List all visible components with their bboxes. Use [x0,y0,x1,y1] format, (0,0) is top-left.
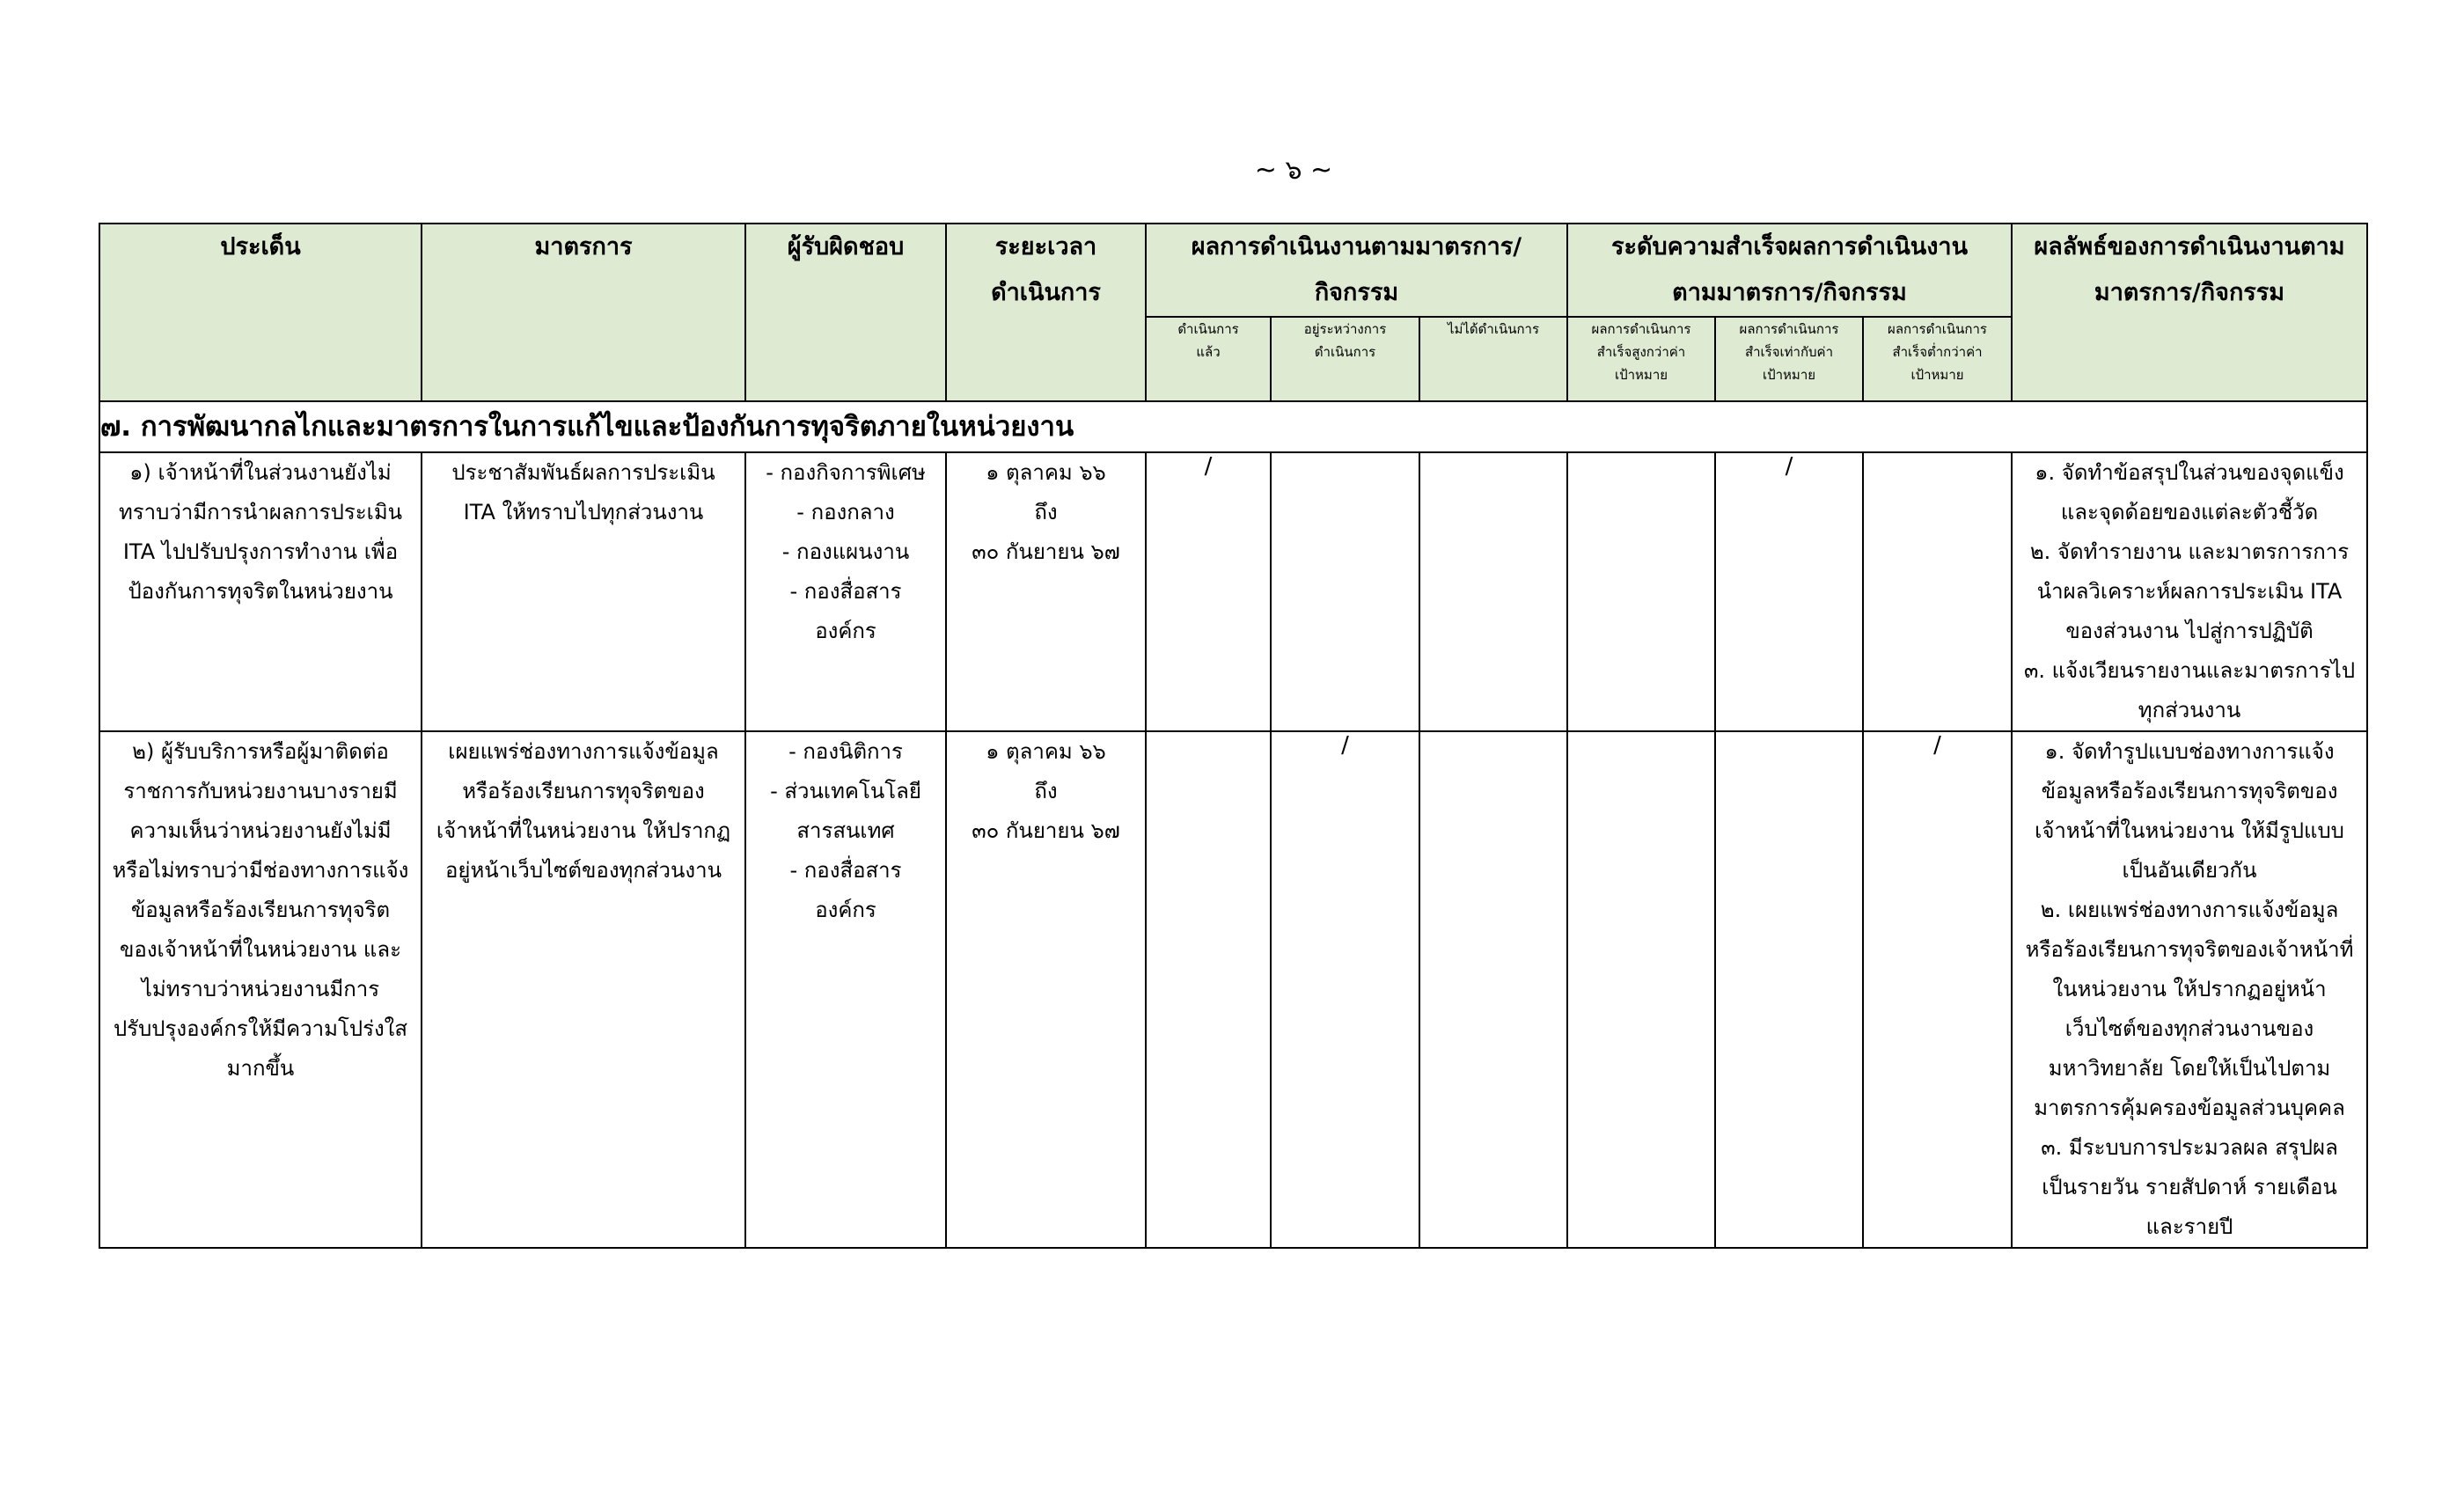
issue-line: ๑) เจ้าหน้าที่ในส่วนงานยังไม่ [129,460,392,485]
period-line: ถึง [1034,500,1058,524]
outcome-cell [2012,452,2367,731]
subheader-line: แล้ว [1196,344,1221,360]
outcome-line: ของส่วนงาน ไปสู่การปฏิบัติ [2065,619,2314,643]
outcome-line: ๒. เผยแพร่ช่องทางการแจ้งข้อมูล [2040,898,2339,922]
issue-line: ๒) ผู้รับบริการหรือผู้มาติดต่อ [132,739,389,764]
period-line: ๓๐ กันยายน ๖๗ [972,818,1120,843]
outcome-line: เป็นรายวัน รายสัปดาห์ รายเดือน [2042,1175,2337,1199]
responsible-line: - กองแผนงาน [781,539,910,564]
header-performance-line: กิจกรรม [1314,279,1399,306]
header-outcome-line: มาตรการ/กิจกรรม [2094,279,2285,306]
section-title: ๗. การพัฒนากลไกและมาตรการในการแก้ไขและป้องกันการทุจริตภายในหน่วยงาน [99,401,2367,452]
responsible-line: - กองสื่อสาร [789,858,902,883]
subheader-line: สำเร็จเท่ากับค่า [1744,344,1834,360]
header-performance-line: ผลการดำเนินงานตามมาตรการ/ [1191,233,1522,260]
header-responsible: ผู้รับผิดชอบ [745,224,946,401]
subheader-performance-not-done [1419,317,1567,401]
issue-line: ปรับปรุงองค์กรให้มีความโปร่งใส [113,1016,408,1041]
measure-cell [422,452,745,731]
header-performance [1146,224,1567,317]
outcome-cell [2012,731,2367,1248]
success-equal-cell: / [1715,452,1863,731]
responsible-cell [745,452,946,731]
header-outcome [2012,224,2367,401]
issue-cell [99,452,422,731]
outcome-line: ทุกส่วนงาน [2138,698,2241,722]
responsible-line: - กองนิติการ [788,739,903,764]
table-row [99,452,2367,731]
success-equal-cell [1715,731,1863,1248]
header-issue: ประเด็น [99,224,422,401]
performance-done-cell [1146,731,1271,1248]
subheader-line: ดำเนินการ [1177,321,1239,337]
success-above-cell [1567,731,1715,1248]
outcome-line: มาตรการคุ้มครองข้อมูลส่วนบุคคล [2034,1096,2345,1120]
outcome-line: มหาวิทยาลัย โดยให้เป็นไปตาม [2048,1056,2331,1081]
success-above-cell [1567,452,1715,731]
header-period [946,224,1146,401]
issue-line: ความเห็นว่าหน่วยงานยังไม่มี [129,818,392,843]
performance-not-done-cell [1419,452,1567,731]
outcome-line: เจ้าหน้าที่ในหน่วยงาน ให้มีรูปแบบ [2035,818,2344,843]
outcome-line: ในหน่วยงาน ให้ปรากฏอยู่หน้า [2052,977,2327,1001]
measure-line: เผยแพร่ช่องทางการแจ้งข้อมูล [448,739,719,764]
outcome-line: และจุดด้อยของแต่ละตัวชี้วัด [2060,500,2319,524]
header-period-line: ระยะเวลา [994,233,1097,260]
outcome-line: นำผลวิเคราะห์ผลการประเมิน ITA [2036,579,2343,604]
period-line: ถึง [1034,779,1058,803]
measure-line: ITA ให้ทราบไปทุกส่วนงาน [463,500,704,524]
subheader-line: อยู่ระหว่างการ [1303,321,1387,337]
subheader-line: เป้าหมาย [1762,367,1816,383]
responsible-line: - กองกลาง [796,500,895,524]
issue-line: ข้อมูลหรือร้องเรียนการทุจริต [130,898,391,922]
outcome-line: เป็นอันเดียวกัน [2122,858,2257,883]
measure-line: ประชาสัมพันธ์ผลการประเมิน [451,460,715,485]
performance-in-progress-cell: / [1271,731,1419,1248]
responsible-line: องค์กร [815,619,876,643]
subheader-line: เป้าหมาย [1614,367,1668,383]
subheader-performance-done [1146,317,1271,401]
subheader-line: ผลการดำเนินการ [1591,321,1691,337]
measure-cell [422,731,745,1248]
period-cell [946,452,1146,731]
responsible-line: - กองสื่อสาร [789,579,902,604]
performance-not-done-cell [1419,731,1567,1248]
outcome-line: ข้อมูลหรือร้องเรียนการทุจริตของ [2041,779,2338,803]
anti-corruption-plan-table [99,223,2368,1249]
success-below-cell [1863,452,2012,731]
subheader-success-below-target [1863,317,2012,401]
subheader-success-equal-target [1715,317,1863,401]
outcome-line: เว็บไซต์ของทุกส่วนงานของ [2064,1016,2314,1041]
performance-in-progress-cell [1271,452,1419,731]
measure-line: หรือร้องเรียนการทุจริตของ [462,779,705,803]
issue-line: ป้องกันการทุจริตในหน่วยงาน [128,579,393,604]
header-success-level [1567,224,2012,317]
responsible-line: - ส่วนเทคโนโลยี [770,779,921,803]
issue-line: ITA ไปปรับปรุงการทำงาน เพื่อ [122,539,399,564]
page-number: ~ ๖ ~ [1254,155,1333,186]
responsible-line: - กองกิจการพิเศษ [766,460,926,485]
issue-cell [99,731,422,1248]
responsible-line: สารสนเทศ [796,818,895,843]
subheader-line: ดำเนินการ [1314,344,1376,360]
subheader-line: เป้าหมาย [1910,367,1964,383]
outcome-line: หรือร้องเรียนการทุจริตของเจ้าหน้าที่ [2025,937,2354,962]
issue-line: หรือไม่ทราบว่ามีช่องทางการแจ้ง [112,858,409,883]
header-success-line: ตามมาตรการ/กิจกรรม [1672,279,1907,306]
period-line: ๑ ตุลาคม ๖๖ [986,739,1106,764]
issue-line: ของเจ้าหน้าที่ในหน่วยงาน และ [120,937,401,962]
performance-done-cell: / [1146,452,1271,731]
subheader-performance-in-progress [1271,317,1419,401]
subheader-success-above-target [1567,317,1715,401]
outcome-line: และรายปี [2145,1214,2233,1239]
subheader-line: ผลการดำเนินการ [1739,321,1839,337]
header-measure: มาตรการ [422,224,745,401]
outcome-line: ๓. แจ้งเวียนรายงานและมาตรการไป [2023,658,2356,683]
outcome-line: ๑. จัดทำรูปแบบช่องทางการแจ้ง [2044,739,2335,764]
subheader-line: ไม่ได้ดำเนินการ [1447,321,1540,337]
issue-line: มากขึ้น [226,1056,295,1081]
subheader-line: สำเร็จสูงกว่าค่า [1596,344,1686,360]
measure-line: เจ้าหน้าที่ในหน่วยงาน ให้ปรากฏ [436,818,731,843]
issue-line: ไม่ทราบว่าหน่วยงานมีการ [141,977,380,1001]
measure-line: อยู่หน้าเว็บไซต์ของทุกส่วนงาน [444,858,722,883]
section-row [99,401,2367,452]
table-row [99,731,2367,1248]
period-line: ๑ ตุลาคม ๖๖ [986,460,1106,485]
subheader-line: สำเร็จต่ำกว่าค่า [1892,344,1983,360]
outcome-line: ๑. จัดทำข้อสรุปในส่วนของจุดแข็ง [2035,460,2344,485]
period-cell [946,731,1146,1248]
responsible-line: องค์กร [815,898,876,922]
outcome-line: ๓. มีระบบการประมวลผล สรุปผล [2041,1135,2338,1160]
period-line: ๓๐ กันยายน ๖๗ [972,539,1120,564]
header-outcome-line: ผลลัพธ์ของการดำเนินงานตาม [2034,233,2345,260]
header-period-line: ดำเนินการ [991,279,1101,306]
responsible-cell [745,731,946,1248]
subheader-line: ผลการดำเนินการ [1888,321,1987,337]
success-below-cell: / [1863,731,2012,1248]
issue-line: ทราบว่ามีการนำผลการประเมิน [118,500,403,524]
issue-line: ราชการกับหน่วยงานบางรายมี [123,779,398,803]
outcome-line: ๒. จัดทำรายงาน และมาตรการการ [2029,539,2350,564]
header-success-line: ระดับความสำเร็จผลการดำเนินงาน [1610,233,1969,260]
